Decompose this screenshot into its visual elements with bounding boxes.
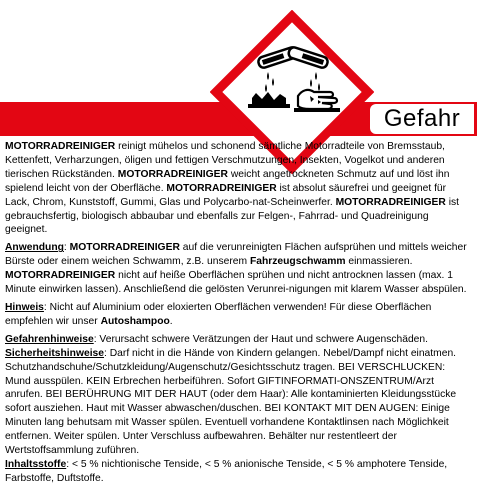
intro-paragraph bbox=[5, 140, 473, 237]
product-name: MOTORRADREINIGER bbox=[117, 168, 228, 180]
ingredients-heading: Inhaltsstoffe bbox=[5, 458, 67, 470]
usage-text: einmassieren. bbox=[345, 256, 413, 268]
usage-text: : bbox=[63, 242, 70, 254]
intro-text: ist gebrauchsfertig, biologisch abbaubar und ebenfalls zur Felgen-, Fahrrad- und Quadreinigung geeignet. bbox=[5, 196, 459, 236]
safety-statements bbox=[5, 347, 473, 458]
product-name: MOTORRADREINIGER bbox=[5, 270, 116, 282]
product-name: MOTORRADREINIGER bbox=[335, 196, 446, 208]
hint-text: : Nicht auf Aluminium oder eloxierten Oberflächen verwenden! Für diese Oberflächen empfehlen wir unser bbox=[5, 301, 432, 327]
sponge-product-name: Fahrzeugschwamm bbox=[249, 256, 346, 268]
hazard-text: : Verursacht schwere Verätzungen der Haut und schwere Augenschäden. bbox=[93, 333, 428, 345]
intro-text: reinigt mühelos und schonend sämtliche Motorradteile von Bremsstaub, Kettenfett, Verharzungen, öligen und fettigen Verschmutzungen, Insekten, Vogelkot und anderen tierischen Rückständen. bbox=[5, 141, 445, 180]
label-text bbox=[5, 140, 473, 490]
usage-heading: Anwendung bbox=[5, 242, 64, 254]
signal-word-box bbox=[370, 104, 474, 134]
safety-text: : Darf nicht in die Hände von Kindern gelangen. Nebel/Dampf nicht einatmen. Schutzhandschuhe/Schutzkleidung/Augenschutz/Gesichtsschutz tragen. BEI VERSCHLUCKEN: Mund ausspülen. KEIN Erbrechen herbeiführen. Sofort GIFTINFORMATI-ONSZENTRUM/Arzt anrufen. BEI BERÜHRUNG MIT DER HAUT (oder dem Haar): Alle kontaminierten Kleidungsstücke sofort ausziehen. Haut mit Wasser abwaschen/duschen. BEI KONTAKT MIT DEN AUGEN: Einige Minuten lang behutsam mit Wasser spülen. Eventuell vorhandene Kontaktlinsen nach Möglichkeit entfernen. Weiter spülen. Unter Verschluss aufbewahren. Behälter nur restentleert der Wertstoffsammlung zuführen. bbox=[5, 347, 457, 457]
intro-text: weicht angetrockneten Schmutz auf und löst ihn spielend leicht von der Oberfläche. bbox=[5, 168, 450, 194]
usage-paragraph bbox=[5, 241, 473, 297]
signal-word: Gefahr bbox=[383, 105, 461, 132]
hint-heading: Hinweis bbox=[5, 301, 44, 313]
ingredients-paragraph bbox=[5, 458, 473, 486]
safety-heading: Sicherheitshinweise bbox=[5, 347, 105, 359]
ingredients-text: : < 5 % nichtionische Tenside, < 5 % anionische Tenside, < 5 % amphotere Tenside, Farbstoffe, Duftstoffe. bbox=[5, 458, 448, 484]
usage-text: nicht auf heiße Oberflächen sprühen und nicht antrocknen lassen (max. 1 Minute einwirken lassen). Anschließend die gelösten Verunrei-nigungen mit klarem Wasser abspülen. bbox=[5, 270, 467, 296]
hint-text: . bbox=[169, 315, 173, 327]
hazard-heading: Gefahrenhinweise bbox=[5, 333, 94, 345]
hint-paragraph bbox=[5, 301, 473, 329]
shampoo-product-name: Autoshampoo bbox=[100, 315, 170, 327]
hazard-statements bbox=[5, 333, 473, 347]
usage-text: auf die verunreinigten Flächen aufsprühen und mittels weicher Bürste oder einem weichen Schwamm, z.B. unserem bbox=[5, 242, 467, 268]
intro-text: ist absolut säurefrei und geeignet für Lack, Chrom, Kunststoff, Gummi, Glas und Polycarbo-nat-Scheinwerfer. bbox=[5, 182, 447, 208]
product-name: MOTORRADREINIGER bbox=[166, 182, 277, 194]
product-name: MOTORRADREINIGER bbox=[5, 141, 116, 152]
product-name: MOTORRADREINIGER bbox=[69, 242, 180, 254]
